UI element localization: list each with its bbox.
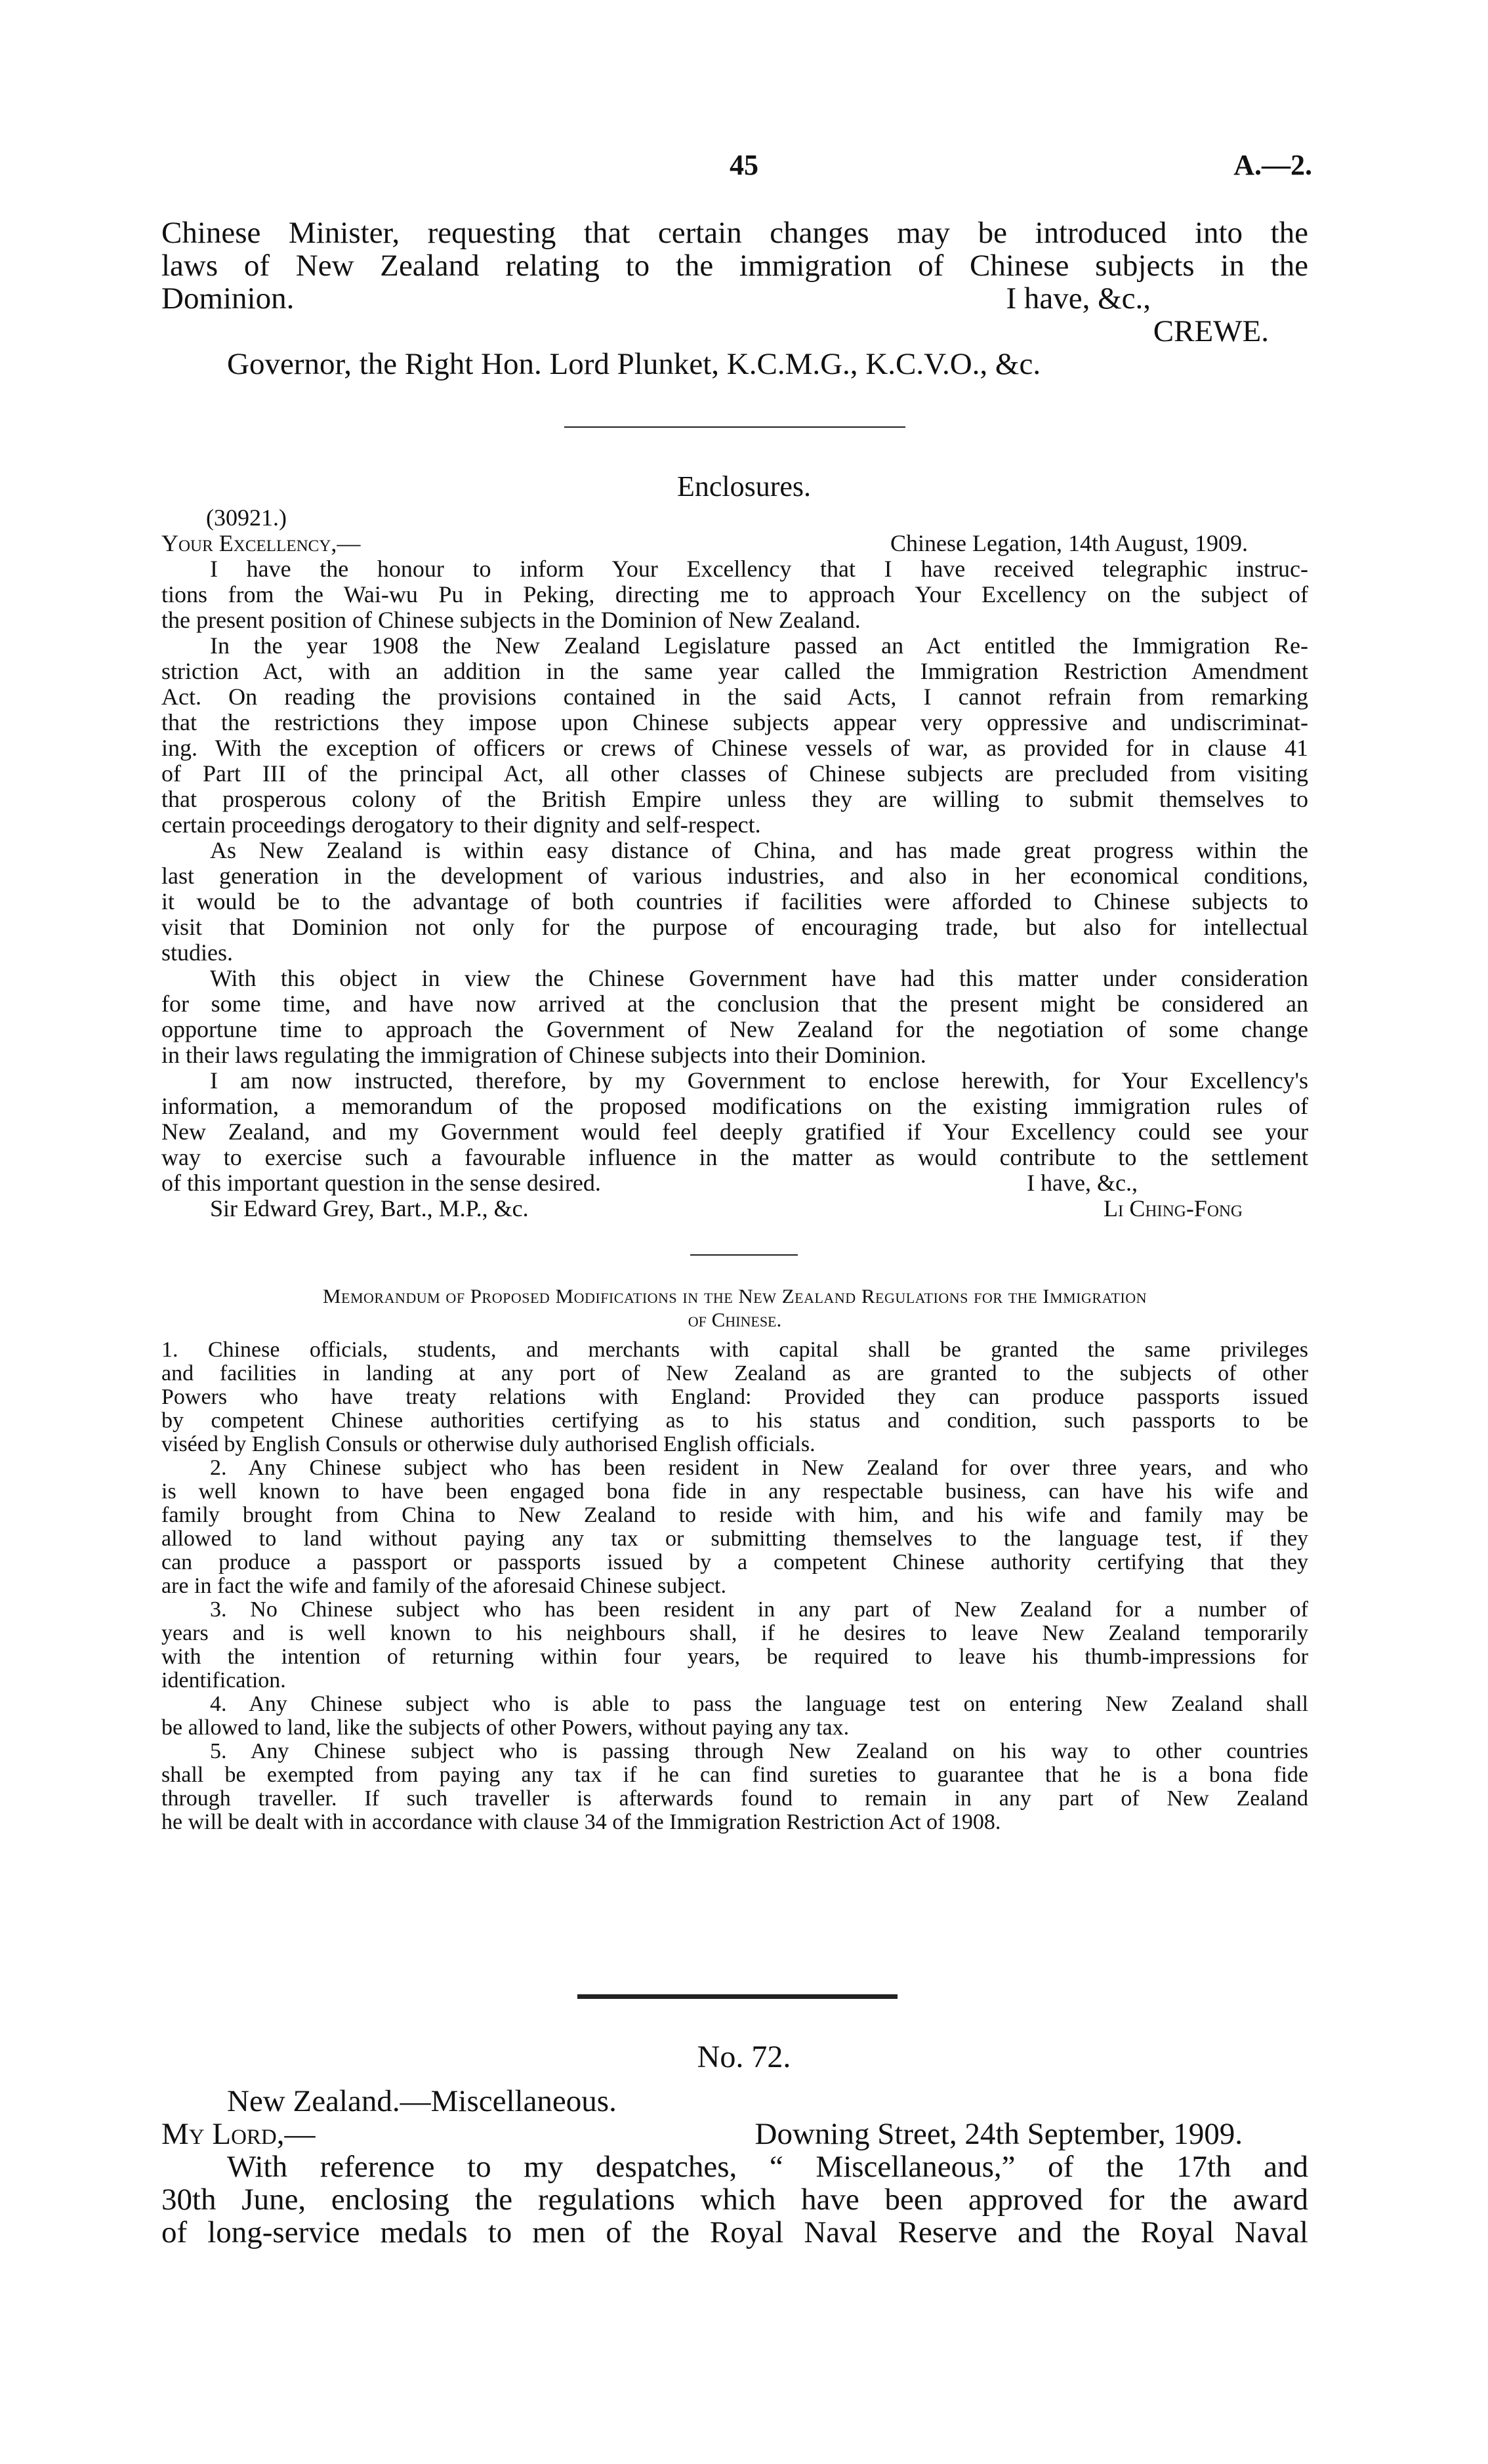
text-line: through traveller. If such traveller is afterwards found to remain in any part of New Zealand: [161, 1786, 1308, 1811]
salutation: Your Excellency,—: [161, 530, 361, 556]
text-line: for some time, and have now arrived at the conclusion that the present might be considered an: [161, 991, 1308, 1017]
text-line: Act. On reading the provisions contained in the said Acts, I cannot refrain from remarking: [161, 684, 1308, 710]
despatch-number: No. 72.: [697, 2040, 791, 2074]
text-line: visit that Dominion not only for the purpose of encouraging trade, but also for intellectual: [161, 914, 1308, 940]
text-line: 4. Any Chinese subject who is able to pass the language test on entering New Zealand shall: [210, 1692, 1308, 1716]
text-line: of long-service medals to men of the Royal Naval Reserve and the Royal Naval: [161, 2215, 1308, 2249]
closing-row: [161, 282, 1308, 315]
text-line: that the restrictions they impose upon Chinese subjects appear very oppressive and undiscriminat-: [161, 709, 1308, 735]
memorandum-title: Memorandum of Proposed Modifications in the New Zealand Regulations for the Immigration: [322, 1284, 1147, 1307]
text-line: allowed to land without paying any tax or submitting themselves to the language test, if they: [161, 1527, 1308, 1551]
despatch: [161, 2085, 1308, 2249]
page-number: 45: [730, 149, 758, 181]
text-line: be allowed to land, like the subjects of other Powers, without paying any tax.: [161, 1715, 850, 1740]
text-line: 2. Any Chinese subject who has been resident in New Zealand for over three years, and who: [210, 1456, 1308, 1480]
section-divider: [577, 1994, 898, 1999]
text-line: laws of New Zealand relating to the immigration of Chinese subjects in the: [161, 249, 1308, 283]
text-line: I am now instructed, therefore, by my Government to enclose herewith, for Your Excellency's: [210, 1067, 1308, 1094]
divider: [690, 1254, 798, 1256]
text-line: it would be to the advantage of both countries if facilities were afforded to Chinese subjects to: [161, 888, 1308, 914]
text-line: of Part III of the principal Act, all other classes of Chinese subjects are precluded from visiting: [161, 760, 1308, 787]
memorandum: [161, 1284, 1308, 1834]
closing: I have, &c.,: [1006, 281, 1151, 316]
text-line: can produce a passport or passports issued by a competent Chinese authority certifying that they: [161, 1550, 1308, 1574]
text-line: viséed by English Consuls or otherwise duly authorised English officials.: [161, 1432, 816, 1456]
text-line: Powers who have treaty relations with England: Provided they can produce passports issued: [161, 1385, 1308, 1409]
text-line: are in fact the wife and family of the aforesaid Chinese subject.: [161, 1574, 726, 1598]
signature: Li Ching-Fong: [1104, 1195, 1243, 1222]
text-line: identification.: [161, 1668, 286, 1693]
crewe-letter: [161, 216, 1308, 380]
place-date: Downing Street, 24th September, 1909.: [754, 2117, 1243, 2151]
page-reference: A.—2.: [1233, 149, 1312, 181]
text-line: I have the honour to inform Your Excellency that I have received telegraphic instruc-: [210, 556, 1308, 582]
text-line: years and is well known to his neighbours shall, if he desires to leave New Zealand temporarily: [161, 1621, 1308, 1645]
text-line: New Zealand, and my Government would feel deeply gratified if Your Excellency could see your: [161, 1119, 1308, 1145]
closing-row: [161, 1170, 1308, 1196]
text-line: in their laws regulating the immigration of Chinese subjects into their Dominion.: [161, 1042, 926, 1068]
addressee: Governor, the Right Hon. Lord Plunket, K.C.M.G., K.C.V.O., &c.: [227, 347, 1041, 381]
text-line: ing. With the exception of officers or crews of Chinese vessels of war, as provided for in clause 41: [161, 735, 1308, 761]
text-line: and facilities in landing at any port of New Zealand as are granted to the subjects of other: [161, 1361, 1308, 1386]
text-line: With this object in view the Chinese Government have had this matter under consideration: [210, 965, 1308, 991]
addressee: Sir Edward Grey, Bart., M.P., &c.: [210, 1195, 529, 1222]
text-line: Dominion.: [161, 281, 295, 316]
memorandum-title: of Chinese.: [688, 1308, 782, 1331]
text-line: tions from the Wai-wu Pu in Peking, directing me to approach Your Excellency on the subject of: [161, 581, 1308, 607]
text-line: 3. No Chinese subject who has been resident in any part of New Zealand for a number of: [210, 1597, 1308, 1622]
salutation: My Lord,—: [161, 2117, 316, 2151]
text-line: that prosperous colony of the British Empire unless they are willing to submit themselves to: [161, 786, 1308, 812]
chinese-legation-letter: [161, 505, 1308, 1222]
text-line: shall be exempted from paying any tax if he can find sureties to guarantee that he is a bona fide: [161, 1763, 1308, 1787]
text-line: opportune time to approach the Government of New Zealand for the negotiation of some change: [161, 1016, 1308, 1042]
text-line: family brought from China to New Zealand to reside with him, and his wife and family may be: [161, 1503, 1308, 1527]
text-line: last generation in the development of various industries, and also in her economical conditions,: [161, 863, 1308, 889]
text-line: 1. Chinese officials, students, and merchants with capital shall be granted the same privileges: [161, 1338, 1308, 1362]
text-line: way to exercise such a favourable influence in the matter as would contribute to the settlement: [161, 1144, 1308, 1170]
text-line: As New Zealand is within easy distance of China, and has made great progress within the: [210, 837, 1308, 863]
salutation-row: [161, 531, 1308, 556]
signature-row: [161, 1196, 1308, 1222]
text-line: the present position of Chinese subjects in the Dominion of New Zealand.: [161, 607, 861, 633]
text-line: In the year 1908 the New Zealand Legislature passed an Act entitled the Immigration Re-: [210, 632, 1308, 659]
text-line: 5. Any Chinese subject who is passing through New Zealand on his way to other countries: [210, 1739, 1308, 1763]
text-line: of this important question in the sense desired.: [161, 1170, 601, 1196]
signature: CREWE.: [1153, 314, 1269, 348]
text-line: is well known to have been engaged bona fide in any respectable business, can have his wife and: [161, 1479, 1308, 1504]
text-line: striction Act, with an addition in the same year called the Immigration Restriction Amendment: [161, 658, 1308, 684]
enclosures-heading: Enclosures.: [676, 470, 812, 503]
text-line: by competent Chinese authorities certifying as to his status and condition, such passports to be: [161, 1408, 1308, 1433]
salutation-row: [161, 2118, 1308, 2150]
place-date: Chinese Legation, 14th August, 1909.: [890, 530, 1248, 556]
closing: I have, &c.,: [1027, 1170, 1138, 1196]
text-line: he will be dealt with in accordance with clause 34 of the Immigration Restriction Act of 1908.: [161, 1810, 1001, 1834]
divider: [564, 426, 905, 428]
text-line: 30th June, enclosing the regulations which have been approved for the award: [161, 2183, 1308, 2217]
text-line: certain proceedings derogatory to their dignity and self-respect.: [161, 811, 761, 838]
text-line: with the intention of returning within four years, be required to leave his thumb-impressions for: [161, 1645, 1308, 1669]
text-line: studies.: [161, 939, 234, 966]
despatch-subject: New Zealand.—Miscellaneous.: [227, 2084, 617, 2118]
text-line: With reference to my despatches, “ Miscellaneous,” of the 17th and: [227, 2150, 1308, 2184]
text-line: Chinese Minister, requesting that certain changes may be introduced into the: [161, 216, 1308, 250]
text-line: information, a memorandum of the proposed modifications on the existing immigration rules of: [161, 1093, 1308, 1119]
file-number: (30921.): [206, 504, 287, 531]
